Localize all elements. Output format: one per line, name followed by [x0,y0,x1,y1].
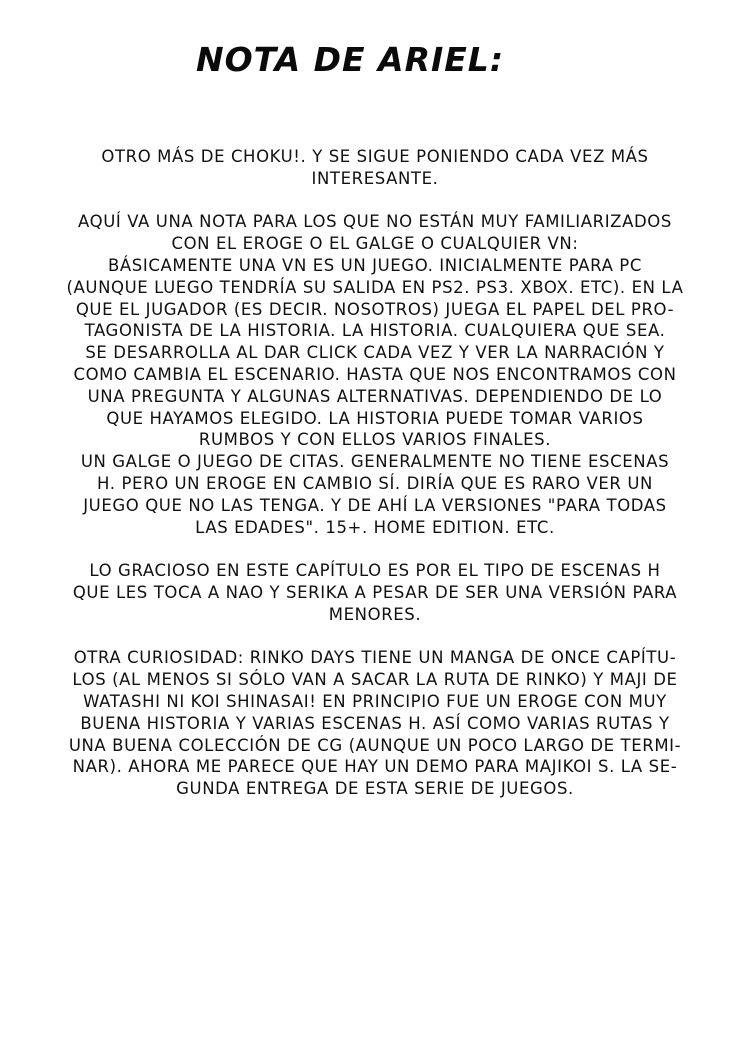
text-line: NAR). AHORA ME PARECE QUE HAY UN DEMO PARA MAJIKOI S. LA SE- [72,757,678,777]
note-body [55,146,695,800]
text-line: QUE EL JUGADOR (ES DECIR. NOSOTROS) JUEGA EL PAPEL DEL PRO- [75,299,675,319]
text-line: WATASHI NI KOI SHINASAI! EN PRINCIPIO FUE UN EROGE CON MUY [83,691,667,711]
text-line: UN GALGE O JUEGO DE CITAS. GENERALMENTE NO TIENE ESCENAS [80,452,670,472]
paragraph-gap [55,538,695,560]
text-line: TAGONISTA DE LA HISTORIA. LA HISTORIA. CUALQUIERA QUE SEA. [84,321,666,341]
text-line: INTERESANTE. [311,168,439,188]
text-line: QUE LES TOCA A NAO Y SERIKA A PESAR DE SER UNA VERSIÓN PARA [72,582,678,602]
text-line: LOS (AL MENOS SI SÓLO VAN A SACAR LA RUTA DE RINKO) Y MAJI DE [72,670,678,690]
text-line: SE DESARROLLA AL DAR CLICK CADA VEZ Y VER LA NARRACIÓN Y [85,343,665,363]
text-line: LO GRACIOSO EN ESTE CAPÍTULO ES POR EL TIPO DE ESCENAS H [89,561,661,581]
page-title: NOTA DE ARIEL: [195,40,505,79]
text-line: OTRA CURIOSIDAD: RINKO DAYS TIENE UN MANGA DE ONCE CAPÍTU- [73,648,677,668]
text-line: UNA PREGUNTA Y ALGUNAS ALTERNATIVAS. DEPENDIENDO DE LO [87,386,663,406]
paragraph-curiosity [55,647,695,800]
paragraph-chapter-note [55,560,695,625]
text-line: BUENA HISTORIA Y VARIAS ESCENAS H. ASÍ COMO VARIAS RUTAS Y [80,713,670,733]
text-line: OTRO MÁS DE CHOKU!. Y SE SIGUE PONIENDO CADA VEZ MÁS [101,147,649,166]
text-line: GUNDA ENTREGA DE ESTA SERIE DE JUEGOS. [176,779,574,799]
text-line: UNA BUENA COLECCIÓN DE CG (AUNQUE UN POCO LARGO DE TERMI- [68,735,682,755]
paragraph-vn-explanation [55,211,695,538]
paragraph-gap [55,626,695,648]
paragraph-intro [55,146,695,190]
text-line: COMO CAMBIA EL ESCENARIO. HASTA QUE NOS ENCONTRAMOS CON [73,364,677,384]
text-line: LAS EDADES". 15+. HOME EDITION. ETC. [195,517,555,537]
text-line: BÁSICAMENTE UNA VN ES UN JUEGO. INICIALMENTE PARA PC [108,255,642,275]
paragraph-gap [55,190,695,212]
text-line: MENORES. [328,604,422,624]
text-line: RUMBOS Y CON ELLOS VARIOS FINALES. [198,430,552,450]
text-line: H. PERO UN EROGE EN CAMBIO SÍ. DIRÍA QUE ES RARO VER UN [97,473,653,493]
text-line: CON EL EROGE O EL GALGE O CUALQUIER VN: [171,234,579,254]
text-line: QUE HAYAMOS ELEGIDO. LA HISTORIA PUEDE TOMAR VARIOS [106,408,644,428]
text-line: (AUNQUE LUEGO TENDRÍA SU SALIDA EN PS2. PS3. XBOX. ETC). EN LA [66,277,684,297]
text-line: AQUÍ VA UNA NOTA PARA LOS QUE NO ESTÁN MUY FAMILIARIZADOS [78,212,672,232]
text-line: JUEGO QUE NO LAS TENGA. Y DE AHÍ LA VERSIONES "PARA TODAS [83,495,667,515]
